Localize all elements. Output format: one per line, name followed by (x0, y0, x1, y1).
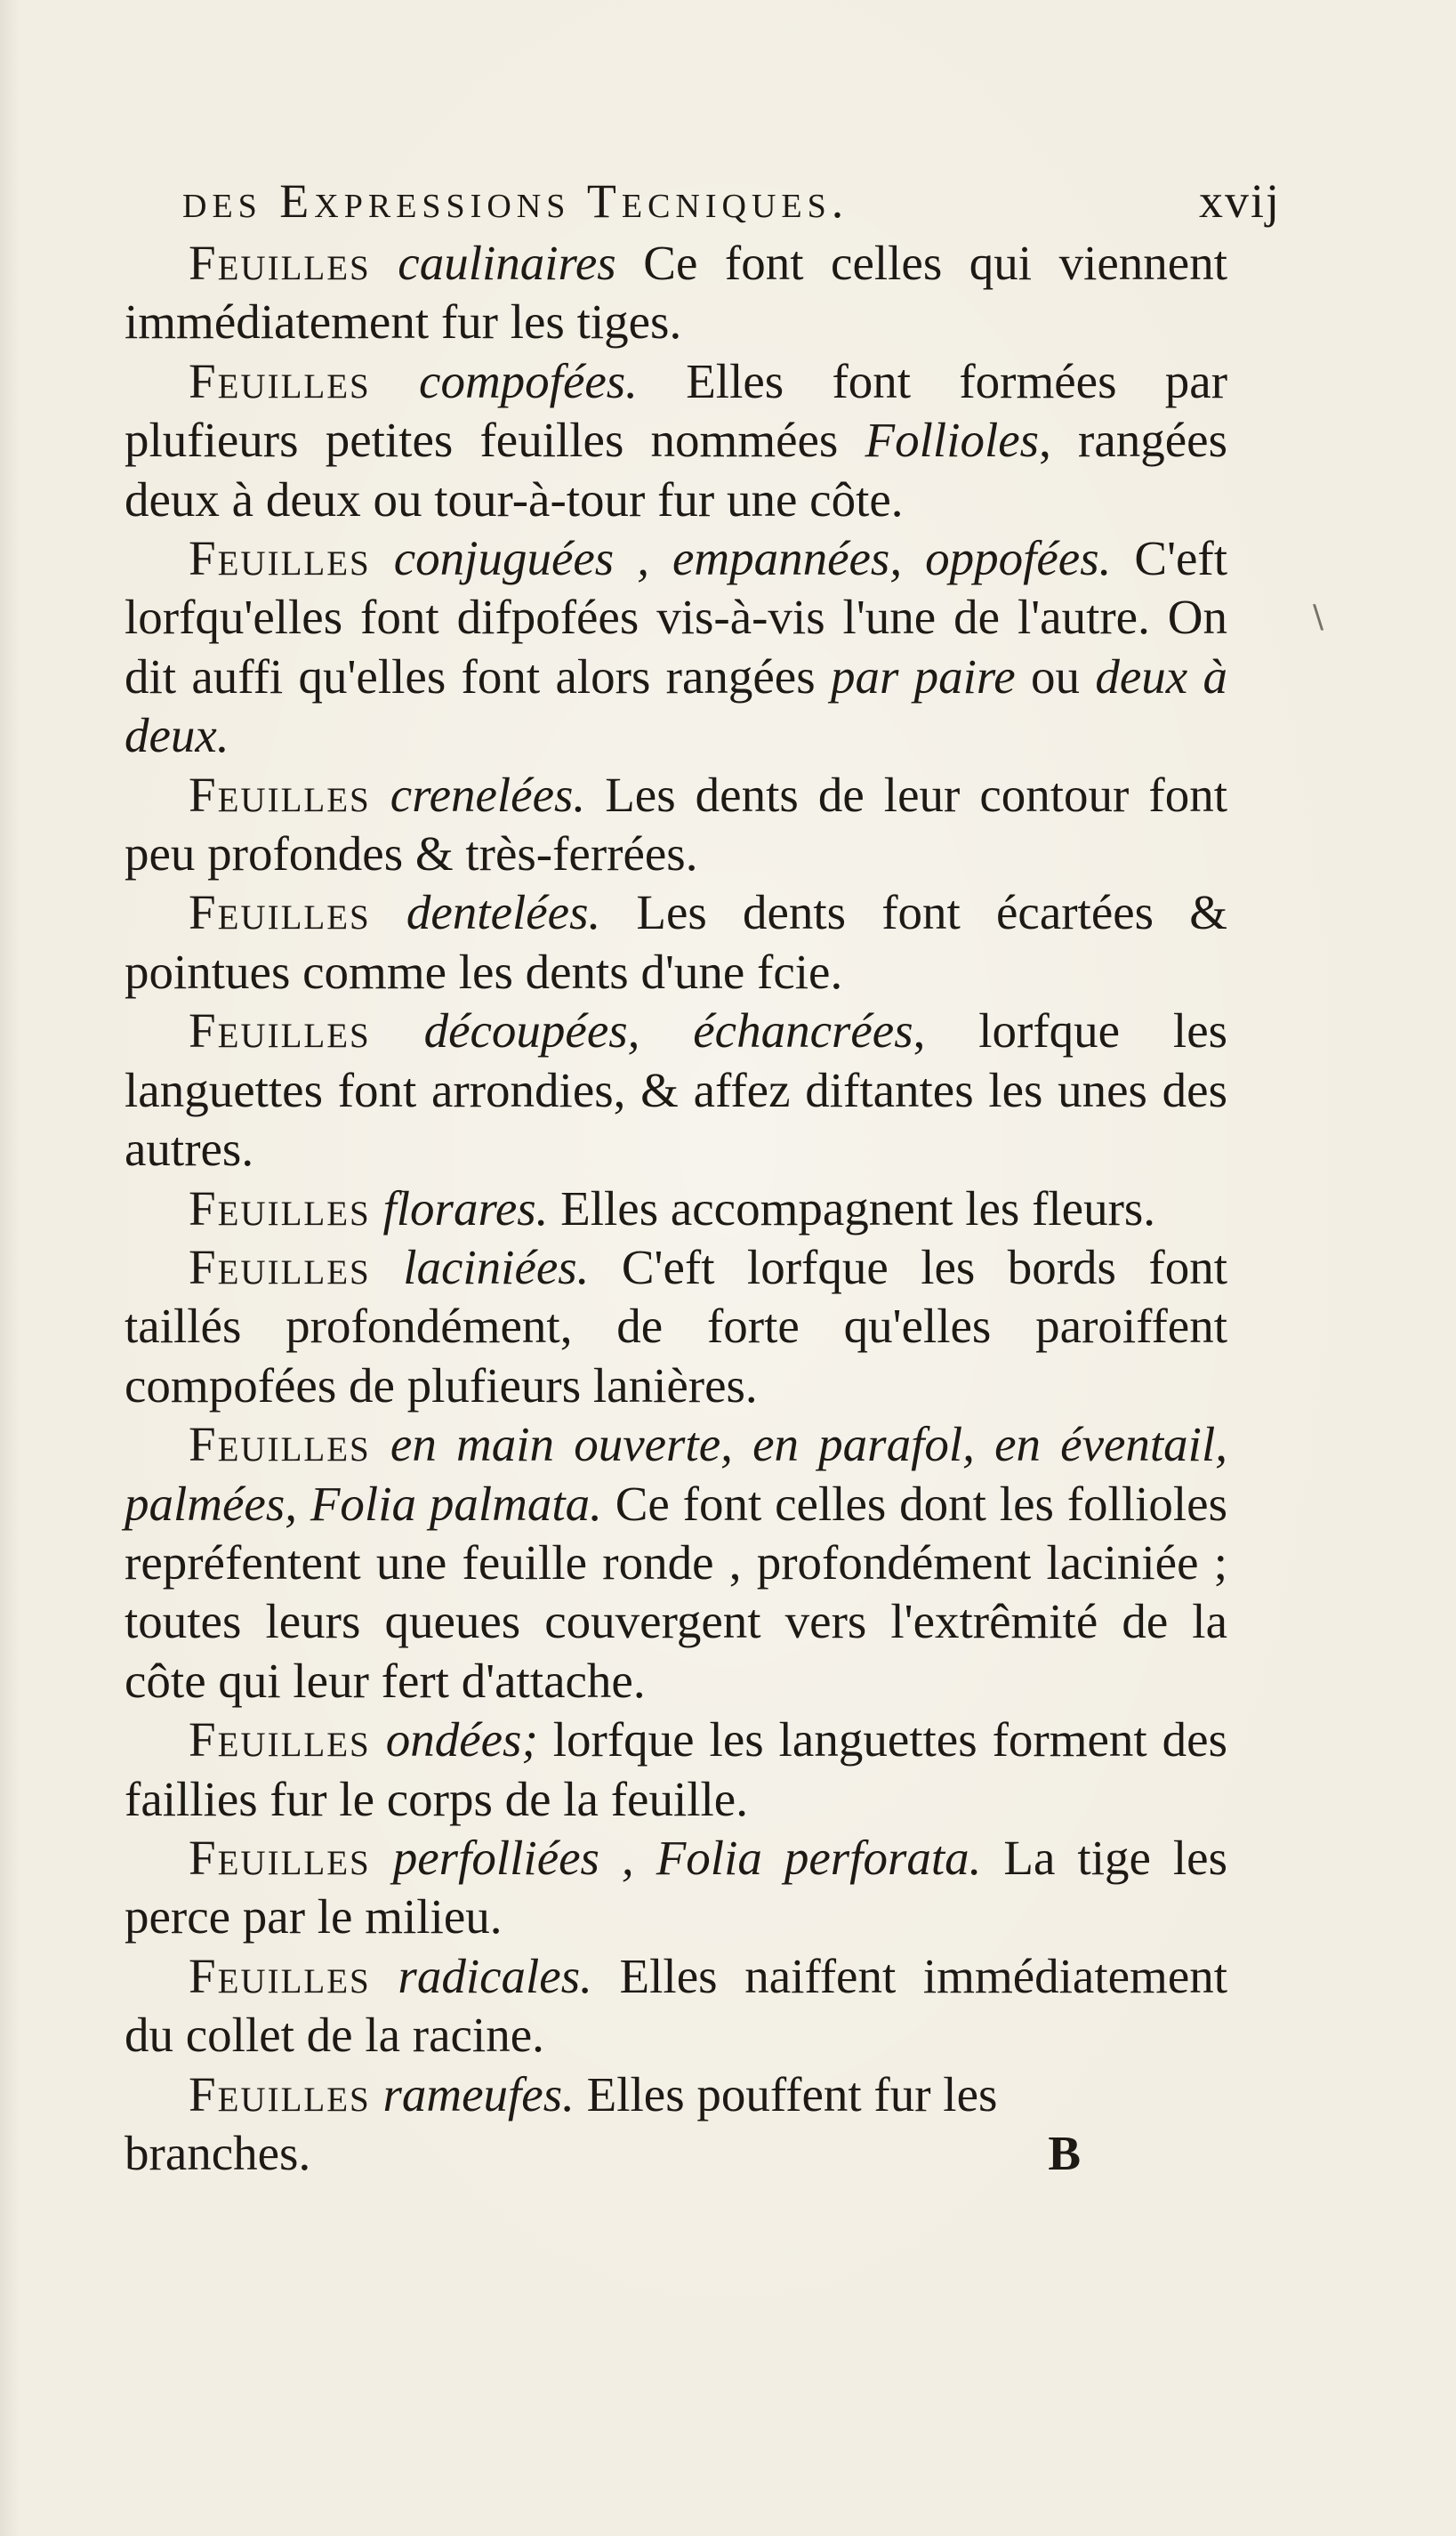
entry-term: Feuilles (189, 2066, 371, 2121)
entry-text: Elles accompagnent les fleurs. (548, 1180, 1156, 1236)
entry-term: Feuilles (189, 767, 371, 822)
entry-qualifier: caulinaires (398, 236, 616, 290)
entry-text-2: ou (1015, 648, 1096, 704)
entry-text: Elles pouffent fur les (574, 2066, 998, 2121)
entry-florares (125, 1179, 1227, 1238)
entry-qualifier-2: par paire (830, 648, 1016, 704)
entry-decoupees (125, 1002, 1227, 1179)
entry-term: Feuilles (189, 353, 371, 408)
entry-qualifier: crenelées. (390, 767, 586, 822)
entry-term: Feuilles (189, 1830, 371, 1885)
page-number: xvij (1198, 174, 1281, 228)
entry-term: Feuilles (189, 531, 371, 586)
entry-text: Les dents de leur contour font peu profondes & très-ferrées. (125, 767, 1228, 882)
entry-perfolliees (125, 1829, 1227, 1947)
entry-palmees (125, 1415, 1227, 1711)
entry-qualifier: perfolliées , Folia perforata. (392, 1830, 982, 1885)
entry-qualifier: rameufes. (382, 2066, 575, 2121)
margin-mark: \ (1313, 599, 1324, 635)
entry-laciniees (125, 1238, 1227, 1415)
entry-qualifier: laciniées. (403, 1239, 590, 1294)
entry-text: Ce font celles qui viennent immédiatement fur les tiges. (125, 236, 1227, 350)
entry-composees (125, 352, 1227, 529)
running-header (182, 174, 1281, 228)
page-gutter-shadow (0, 0, 20, 2536)
entry-qualifier: conjuguées , empannées, oppofées. (393, 531, 1112, 586)
final-line (125, 2124, 1227, 2183)
entry-rameuses (125, 2065, 1227, 2124)
entry-crenelees (125, 766, 1227, 884)
signature-mark: B (1048, 2126, 1081, 2180)
entry-term: Feuilles (189, 1417, 371, 1472)
entry-term: Feuilles (189, 1003, 371, 1059)
entry-dentelees (125, 883, 1227, 1002)
entry-qualifier: compofées. (419, 353, 638, 408)
entry-text: Elles font formées par plufieurs petites feuilles nommées (125, 353, 1228, 468)
entry-text: lorfque les languettes forment des faillies fur le corps de la feuille. (125, 1712, 1227, 1826)
entry-text: C'eft lorfque les bords font taillés profondément, de forte qu'elles paroiffent compofées de plufieurs lanières. (125, 1239, 1227, 1413)
running-title: des Expressions Tecniques. (182, 174, 849, 228)
entry-qualifier: dentelées. (406, 885, 601, 940)
entry-text: Elles naiffent immédiatement du collet de la racine. (125, 1948, 1228, 2063)
entry-conjuguees (125, 529, 1227, 766)
entry-text: C'eft lorfqu'elles font difpofées vis-à-vis l'une de l'autre. On dit auffi qu'elles font alors rangées (125, 531, 1227, 704)
entry-qualifier: découpées, échancrées (423, 1003, 913, 1059)
entry-qualifier: florares. (382, 1180, 549, 1236)
entry-term: Feuilles (189, 1948, 371, 2003)
entry-caulinaires (125, 234, 1227, 352)
entry-term: Feuilles (189, 1239, 371, 1294)
entry-text-2: , rangées deux à deux ou tour-à-tour fur une côte. (125, 413, 1227, 527)
main-text (125, 234, 1227, 2183)
entry-term: Feuilles (189, 1180, 371, 1236)
entry-term: Feuilles (189, 885, 371, 940)
entry-text: Les dents font écartées & pointues comme les dents d'une fcie. (125, 885, 1227, 999)
entry-qualifier: ondées; (385, 1712, 538, 1767)
entry-term: Feuilles (189, 236, 371, 290)
entry-text: La tige les perce par le milieu. (125, 1830, 1228, 1944)
entry-radicales (125, 1947, 1227, 2065)
entry-text: Ce font celles dont les follioles repréfentent une feuille ronde , profondément laciniée ; toutes leurs queues couvergent vers l'extrêmité de la côte qui leur fert d'attache. (125, 1476, 1227, 1708)
entry-ondees (125, 1711, 1227, 1829)
entry-qualifier-2: Follioles (865, 413, 1040, 468)
entry-qualifier: radicales. (398, 1948, 592, 2003)
entry-qualifier: en main ouverte, en parafol, en éventail, palmées, Folia palmata. (125, 1417, 1227, 1531)
entry-text: , lorfque les languettes font arrondies, & affez diftantes les unes des autres. (125, 1003, 1228, 1177)
final-word: branches. (125, 2126, 311, 2180)
entry-qualifier-3: deux à deux. (125, 648, 1227, 763)
entry-term: Feuilles (189, 1712, 371, 1767)
